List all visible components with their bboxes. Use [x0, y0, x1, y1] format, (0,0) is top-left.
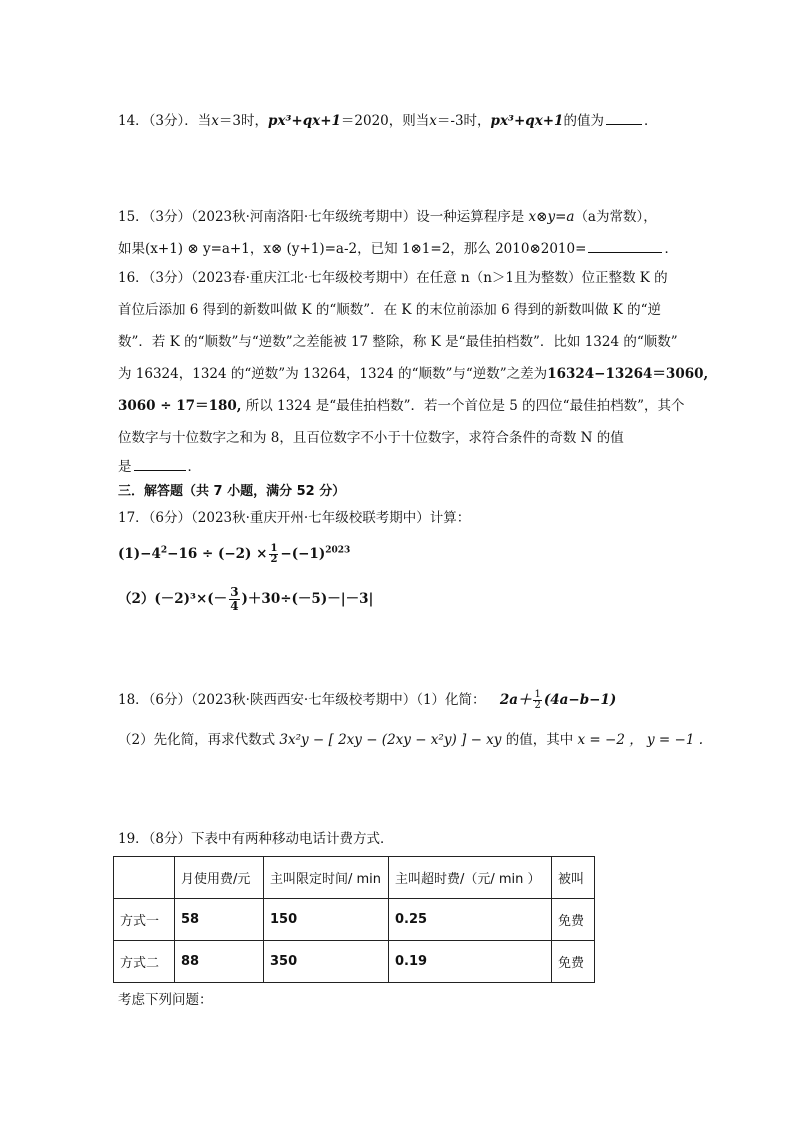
q17-p2a: （2）(－2)³×(－ [118, 591, 228, 607]
q17-frac2-den: 4 [230, 599, 239, 613]
q16-l7-end: ． [187, 459, 201, 475]
table-header-cell: 主叫超时费/（元/ min ） [389, 857, 552, 899]
table-header-cell [114, 857, 175, 899]
billing-table [113, 856, 595, 983]
question-16-line-4 [118, 364, 708, 384]
q17-frac-den: 2 [270, 554, 278, 565]
question-16-line-3: 数”．若 K 的“顺数”与“逆数”之差能被 17 整除，称 K 是“最佳拍档数”．比如 1324 的“顺数” [118, 334, 678, 350]
question-18-part-1 [118, 690, 616, 711]
q14-end: ． [643, 113, 658, 129]
q14-eq1: ＝3时， [218, 113, 268, 129]
question-16-line-5 [118, 396, 684, 416]
answer-blank[interactable] [606, 110, 642, 125]
q17-fraction [269, 544, 278, 565]
q17-p1-exp: 2 [160, 545, 168, 556]
table-row [114, 941, 595, 983]
answer-blank[interactable] [588, 238, 662, 253]
q17-p1a: (1)−4 [118, 546, 161, 562]
table-cell: 350 [264, 941, 389, 983]
q18-head: 18．（6分）（2023秋·陕西西安·七年级校考期中）（1）化简： [118, 692, 486, 708]
table-header-cell: 月使用费/元 [175, 857, 264, 899]
q17-p1-exp2: 2023 [325, 545, 351, 556]
q16-l5b: 所以 1324 是“最佳拍档数”．若一个首位是 5 的四位“最佳拍档数”，其个 [245, 398, 685, 414]
q18-frac-den: 2 [534, 700, 541, 711]
table-cell: 88 [175, 941, 264, 983]
question-17-head: 17．（6分）（2023秋·重庆开州·七年级校联考期中）计算： [118, 510, 471, 526]
question-19-head: 19．（8分）下表中有两种移动电话计费方式． [118, 831, 394, 847]
table-row [114, 899, 595, 941]
table-cell: 免费 [552, 899, 595, 941]
q16-l4a: 为 16324，1324 的“逆数”为 13264，1324 的“顺数”与“逆数”之差为 [118, 366, 548, 382]
q14-eq2: ＝2020，则当 [340, 113, 430, 129]
table-cell: 免费 [552, 941, 595, 983]
question-14 [118, 110, 657, 131]
table-header-row [114, 857, 595, 899]
question-16-line-1: 16．（3分）（2023春·重庆江北·七年级校考期中）在任意 n（n＞1且为整数）位正整数 K 的 [118, 270, 668, 286]
table-header-cell: 被叫 [552, 857, 595, 899]
q15-line2-end: ． [664, 241, 678, 257]
q14-var-x2: x [429, 113, 437, 129]
table-header-cell: 主叫限定时间/ min [264, 857, 389, 899]
q14-tail: 的值为 [563, 113, 604, 129]
q15-head: 15．（3分）（2023秋·河南洛阳·七年级统考期中）设一种运算程序是 [118, 209, 525, 225]
q15-op: x⊗y=a [528, 209, 575, 225]
table-cell: 0.25 [389, 899, 552, 941]
table-cell: 方式二 [114, 941, 175, 983]
q17-frac2-num: 3 [230, 585, 239, 599]
table-cell: 0.19 [389, 941, 552, 983]
q15-line2: 如果(x+1) ⊗ y=a+1，x⊗ (y+1)=a-2，已知 1⊗1=2，那么 2010⊗2010= [118, 241, 587, 257]
q14-expr2: px³+qx+1 [490, 113, 564, 129]
table-cell: 58 [175, 899, 264, 941]
q14-eq3: ＝-3时， [436, 113, 491, 129]
q17-fraction-2 [229, 586, 239, 613]
q18-p2a: （2）先化简，再求代数式 [118, 732, 276, 748]
q18-p2c: 的值，其中 [505, 732, 574, 748]
q15-line1-tail: （a为常数）， [574, 209, 657, 225]
question-15-line-1 [118, 207, 657, 227]
question-18-part-2 [118, 730, 703, 750]
q16-l4b: 16324−13264＝3060, [547, 366, 709, 382]
q18-fraction [533, 690, 541, 711]
question-17-part-2 [118, 586, 373, 613]
question-19-followup: 考虑下列问题： [118, 992, 213, 1008]
q17-p2b: )＋30÷(－5)－|－3| [241, 591, 374, 607]
q14-var-x: x [211, 113, 219, 129]
answer-blank[interactable] [134, 456, 186, 471]
q14-expr1: px³+qx+1 [268, 113, 341, 129]
question-16-line-6: 位数字与十位数字之和为 8，且百位数字不小于十位数字，求符合条件的奇数 N 的值 [118, 430, 624, 446]
section-title: 三．解答题（共 7 小题，满分 52 分） [118, 484, 346, 499]
q14-head: 14．（3分）．当 [118, 113, 212, 129]
table-cell: 150 [264, 899, 389, 941]
question-16-line-7 [118, 456, 201, 477]
q17-p1c: −16 ÷ (−2) × [167, 546, 268, 562]
q18-values: x = −2 ， y = −1 . [577, 732, 704, 748]
question-16-line-2: 首位后添加 6 得到的新数叫做 K 的“顺数”．在 K 的末位前添加 6 得到的新数叫做 K 的“逆 [118, 302, 662, 318]
q16-l5a: 3060 ÷ 17＝180, [118, 398, 242, 414]
question-17-part-1 [118, 544, 350, 565]
q17-p1d: −(−1) [280, 546, 326, 562]
q18-frac-num: 1 [534, 689, 541, 700]
q17-frac-num: 1 [270, 543, 278, 554]
q18-p1a: 2a＋ [499, 692, 532, 708]
table-cell: 方式一 [114, 899, 175, 941]
q18-expression: 3x²y − [ 2xy − (2xy − x²y) ] − xy [279, 732, 502, 748]
q16-l7: 是 [118, 459, 132, 475]
question-15-line-2 [118, 238, 678, 259]
q18-p1b: (4a−b−1) [543, 692, 617, 708]
